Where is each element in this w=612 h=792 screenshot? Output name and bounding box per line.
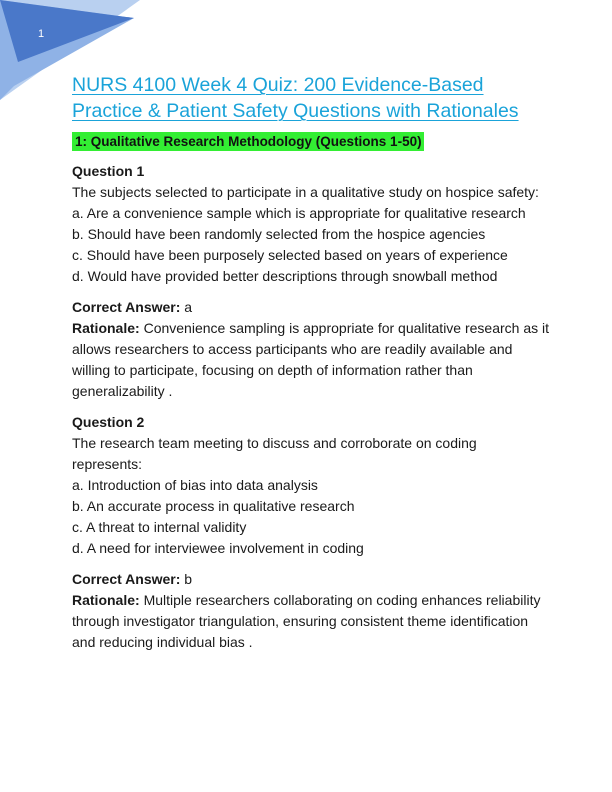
answer-1: [72, 297, 550, 402]
question-1: [72, 161, 550, 287]
question-heading: Question 2: [72, 414, 145, 430]
question-heading: Question 1: [72, 163, 145, 179]
rationale: [72, 318, 550, 402]
rationale-label: Rationale:: [72, 320, 140, 336]
rationale-label: Rationale:: [72, 592, 140, 608]
option-a: a. Introduction of bias into data analysis: [72, 477, 318, 493]
correct-answer-value: b: [180, 571, 193, 587]
option-d: d. Would have provided better descriptions through snowball method: [72, 268, 498, 284]
section-heading: 1: Qualitative Research Methodology (Questions 1-50): [72, 132, 424, 151]
option-b: b. An accurate process in qualitative research: [72, 498, 355, 514]
rationale-text: Multiple researchers collaborating on coding enhances reliability through investigator triangulation, ensuring consistent theme identification and reducing individual bias .: [72, 592, 541, 650]
correct-answer: [72, 569, 550, 590]
option-c: c. Should have been purposely selected based on years of experience: [72, 247, 508, 263]
correct-answer-value: a: [180, 299, 193, 315]
question-stem: The research team meeting to discuss and corroborate on coding represents:: [72, 435, 477, 472]
question-2: [72, 412, 550, 559]
question-stem: The subjects selected to participate in a qualitative study on hospice safety:: [72, 184, 539, 200]
answer-2: [72, 569, 550, 653]
document-title: NURS 4100 Week 4 Quiz: 200 Evidence-Based Practice & Patient Safety Questions with Rationales: [72, 74, 519, 122]
option-c: c. A threat to internal validity: [72, 519, 247, 535]
page-number: 1: [38, 28, 45, 40]
rationale-text: Convenience sampling is appropriate for qualitative research as it allows researchers to access participants who are readily available and willing to participate, focusing on depth of information rather than generalizability .: [72, 320, 550, 399]
correct-answer: [72, 297, 550, 318]
option-a: a. Are a convenience sample which is appropriate for qualitative research: [72, 205, 526, 221]
rationale: [72, 590, 550, 653]
option-b: b. Should have been randomly selected from the hospice agencies: [72, 226, 486, 242]
option-d: d. A need for interviewee involvement in coding: [72, 540, 364, 556]
correct-answer-label: Correct Answer:: [72, 571, 181, 587]
correct-answer-label: Correct Answer:: [72, 299, 181, 315]
document-body: [72, 72, 550, 653]
